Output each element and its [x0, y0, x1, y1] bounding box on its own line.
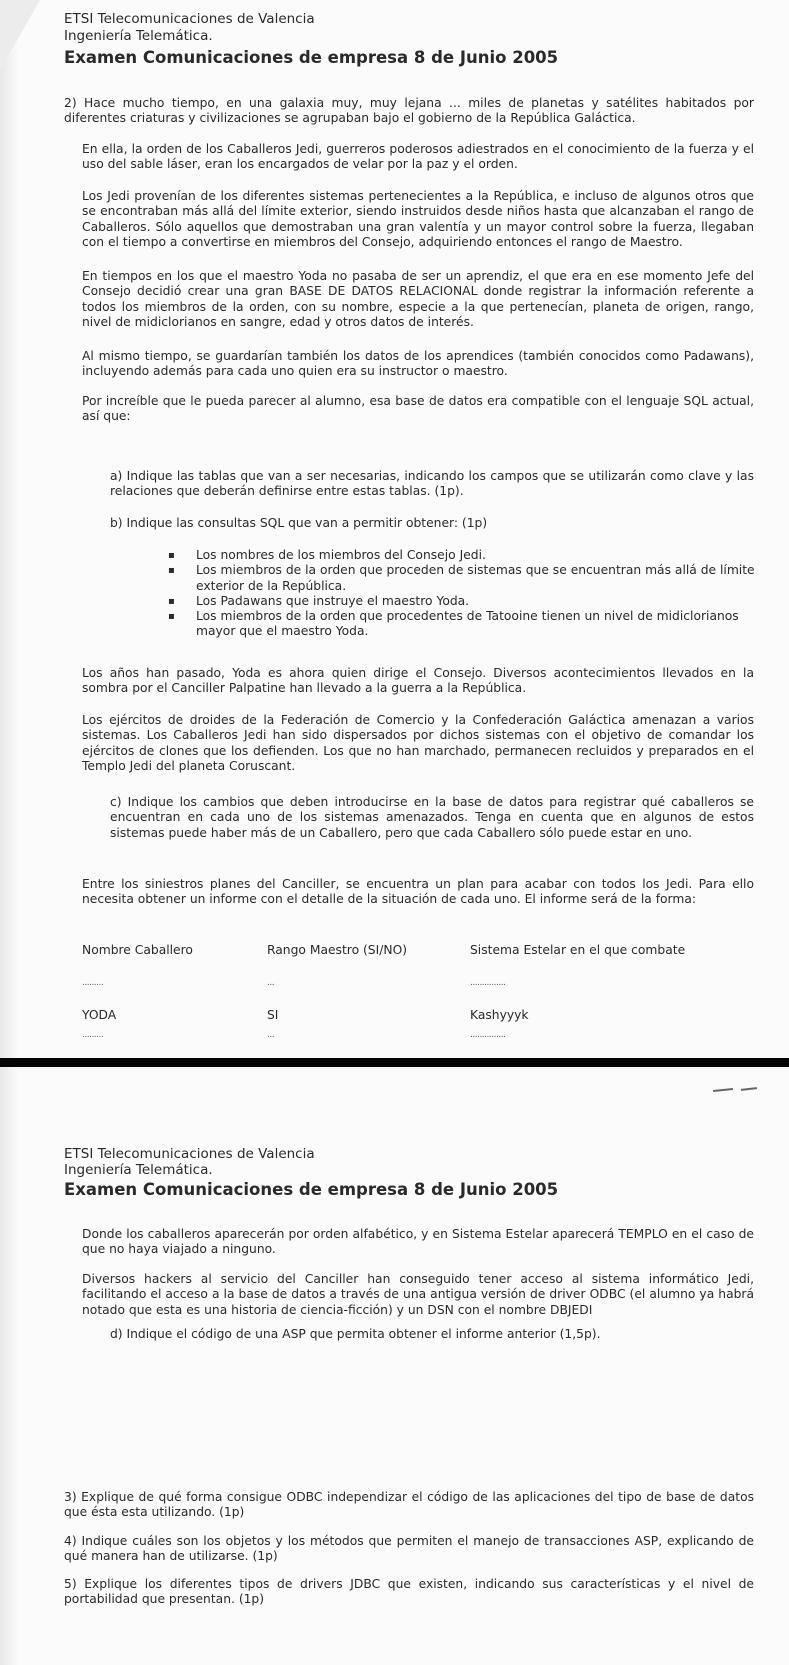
paragraph: Por increíble que le pueda parecer al alumno, esa base de datos era compatible con el lenguaje SQL actual, así que:: [82, 394, 754, 424]
placeholder-dots: ...............: [470, 978, 506, 988]
exam-title: Examen Comunicaciones de empresa 8 de Junio 2005: [64, 48, 559, 67]
placeholder-dots: ...: [267, 978, 275, 988]
item-d: d) Indique el código de una ASP que permita obtener el informe anterior (1,5p).: [110, 1327, 601, 1341]
paragraph: En tiempos en los que el maestro Yoda no pasaba de ser un aprendiz, el que era en ese momento Jefe del Consejo decidió crear una gran BASE DE DATOS RELACIONAL donde registrar la información referente a todos los miembros de la orden, con su nombre, especie a la que pertenecían, planeta de origen, rango, nivel de midiclorianos en sangre, edad y otros datos de interés.: [82, 269, 754, 329]
table-cell: Kashyyyk: [470, 1008, 529, 1022]
column-header: Rango Maestro (SI/NO): [267, 943, 408, 957]
paragraph: Los años han pasado, Yoda es ahora quien dirige el Consejo. Diversos acontecimientos llevados en la sombra por el Canciller Palpatine han llevado a la guerra a la República.: [82, 666, 754, 696]
degree-name: Ingeniería Telemática.: [64, 1162, 213, 1178]
degree-name: Ingeniería Telemática.: [64, 28, 213, 44]
placeholder-dots: .........: [82, 978, 104, 988]
query-list: [168, 548, 756, 640]
item-b: b) Indique las consultas SQL que van a permitir obtener: (1p): [110, 516, 488, 530]
exam-title: Examen Comunicaciones de empresa 8 de Junio 2005: [64, 1180, 559, 1199]
question-5: 5) Explique los diferentes tipos de drivers JDBC que existen, indicando sus características y el nivel de portabilidad que presentan. (1p): [64, 1577, 754, 1607]
list-item: ▪ Los Padawans que instruye el maestro Yoda.: [168, 594, 756, 609]
exam-page-2: [0, 1067, 789, 1665]
page-fold: [0, 0, 40, 70]
paragraph: Donde los caballeros aparecerán por orden alfabético, y en Sistema Estelar aparecerá TEMPLO en el caso de que no haya viajado a ninguno.: [82, 1227, 754, 1257]
placeholder-dots: .........: [82, 1030, 104, 1040]
paragraph: Los Jedi provenían de los diferentes sistemas pertenecientes a la República, e incluso de algunos otros que se encontraban más allá del límite exterior, siendo instruidos desde niños hasta que alcanzaban el rango de Caballeros. Sólo aquellos que demostraban una gran valentía y un mayor control sobre la fuerza, llegaban con el tiempo a convertirse en miembros del Consejo, adquiriendo entonces el rango de Maestro.: [82, 189, 754, 249]
paragraph: En ella, la orden de los Caballeros Jedi, guerreros poderosos adiestrados en el conocimiento de la fuerza y el uso del sable láser, eran los encargados de velar por la paz y el orden.: [82, 142, 754, 172]
table-cell: SI: [267, 1008, 279, 1022]
paragraph: Los ejércitos de droides de la Federación de Comercio y la Confederación Galáctica amenazan a varios sistemas. Los Caballeros Jedi han sido dispersados por dichos sistemas con el objetivo de comandar los ejércitos de clones que los defienden. Los que no han marchado, permanecen recluidos y preparados en el Templo Jedi del planeta Coruscant.: [82, 713, 754, 773]
scan-shadow: [0, 1067, 18, 1665]
table-cell: YODA: [82, 1008, 117, 1022]
paragraph: Diversos hackers al servicio del Canciller han conseguido tener acceso al sistema informático Jedi, facilitando el acceso a la base de datos a través de una antigua versión de driver ODBC (el alumno ya habrá notado que esta es una historia de ciencia-ficción) y un DSN con el nombre DBJEDI: [82, 1272, 754, 1317]
list-item: ▪ Los nombres de los miembros del Consejo Jedi.: [168, 548, 756, 563]
school-name: ETSI Telecomunicaciones de Valencia: [64, 11, 315, 27]
question-2-intro: 2) Hace mucho tiempo, en una galaxia muy, muy lejana ... miles de planetas y satélites habitados por diferentes criaturas y civilizaciones se agrupaban bajo el gobierno de la República Galáctica.: [64, 96, 754, 126]
column-header: Nombre Caballero: [82, 943, 193, 957]
item-a: a) Indique las tablas que van a ser necesarias, indicando los campos que se utilizarán como clave y las relaciones que deberán definirse entre estas tablas. (1p).: [110, 469, 754, 499]
placeholder-dots: ...............: [470, 1030, 506, 1040]
school-name: ETSI Telecomunicaciones de Valencia: [64, 1146, 315, 1162]
question-3: 3) Explique de qué forma consigue ODBC independizar el código de las aplicaciones del tipo de base de datos que ésta esta utilizando. (1p): [64, 1490, 754, 1520]
column-header: Sistema Estelar en el que combate: [470, 943, 686, 957]
item-c: c) Indique los cambios que deben introducirse en la base de datos para registrar qué caballeros se encuentran en cada uno de los sistemas amenazados. Tenga en cuenta que en algunos de estos sistemas puede haber más de un Caballero, pero que cada Caballero sólo puede estar en uno.: [110, 795, 754, 840]
question-4: 4) Indique cuáles son los objetos y los métodos que permiten el manejo de transacciones ASP, explicando de qué manera han de utilizarse. (1p): [64, 1534, 754, 1564]
paragraph: Entre los siniestros planes del Canciller, se encuentra un plan para acabar con todos los Jedi. Para ello necesita obtener un informe con el detalle de la situación de cada uno. El informe será de la forma:: [82, 877, 754, 907]
placeholder-dots: ...: [267, 1030, 275, 1040]
scan-shadow: [0, 0, 18, 1058]
page-separator: [0, 1058, 789, 1067]
list-item: ▪ Los miembros de la orden que proceden de sistemas que se encuentran más allá de límite exterior de la República.: [168, 563, 756, 594]
list-item: ▪ Los miembros de la orden que procedentes de Tatooine tienen un nivel de midiclorianos mayor que el maestro Yoda.: [168, 609, 756, 640]
pen-mark: [713, 1087, 763, 1093]
paragraph: Al mismo tiempo, se guardarían también los datos de los aprendices (también conocidos como Padawans), incluyendo además para cada uno quien era su instructor o maestro.: [82, 349, 754, 379]
